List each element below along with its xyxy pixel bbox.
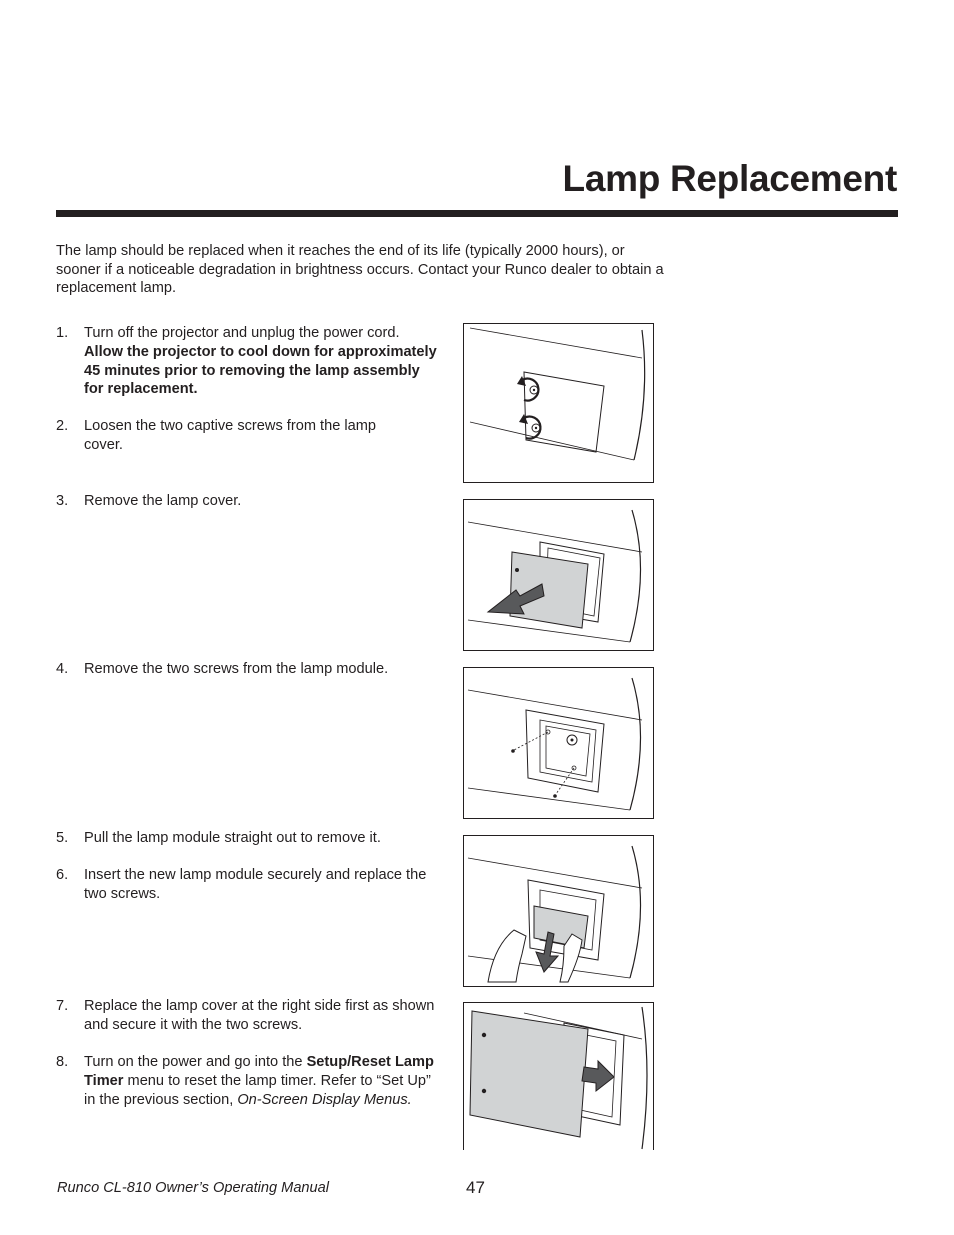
page-number: 47	[466, 1178, 485, 1197]
step-text: Remove the two screws from the lamp module.	[84, 661, 389, 677]
step-1	[56, 324, 441, 399]
footer-manual-title: Runco CL-810 Owner’s Operating Manual	[57, 1180, 330, 1196]
step-number: 2.	[56, 418, 69, 434]
intro-paragraph: The lamp should be replaced when it reaches the end of its life (typically 2000 hours), or sooner if a noticeable degradation in brightness occurs. Contact your Runco dealer to obtain a replacement lamp.	[56, 243, 664, 297]
step-number: 3.	[56, 493, 69, 509]
title-rule	[56, 210, 898, 217]
section-reference: On-Screen Display Menus.	[237, 1091, 412, 1108]
replace-cover-illustration	[464, 1003, 653, 1150]
figure-remove-screws	[463, 667, 654, 819]
step-3	[56, 492, 441, 511]
screw-icon	[553, 794, 557, 798]
figure-replace-cover	[463, 1002, 654, 1150]
page-title: Lamp Replacement	[562, 158, 897, 199]
step-text: Insert the new lamp module securely and replace the two screws.	[84, 867, 427, 902]
pull-module-illustration	[464, 836, 653, 986]
figure-loosen-screws	[463, 323, 654, 483]
step-text: Turn on the power and go into the Setup/Reset Lamp Timer menu to reset the lamp timer. Refer to “Set Up” in the previous section, On-Screen Display Menus.	[84, 1054, 434, 1108]
step-text: Replace the lamp cover at the right side first as shown and secure it with the two screws.	[84, 998, 435, 1033]
step-number: 6.	[56, 867, 69, 883]
step-number: 5.	[56, 830, 69, 846]
step-number: 1.	[56, 325, 69, 341]
projector-side-illustration	[464, 324, 653, 482]
step-text: Loosen the two captive screws from the lamp cover.	[84, 418, 377, 453]
step-5	[56, 829, 441, 848]
step-number: 7.	[56, 998, 69, 1014]
step-text: Pull the lamp module straight out to remove it.	[84, 830, 381, 846]
step-number: 8.	[56, 1054, 69, 1070]
step-warning: Allow the projector to cool down for approximately 45 minutes prior to removing the lamp assembly for replacement.	[84, 343, 437, 398]
screw-icon	[517, 376, 538, 401]
figure-pull-module	[463, 835, 654, 987]
screw-icon	[519, 414, 540, 439]
menu-name: Setup/Reset Lamp Timer	[84, 1054, 434, 1089]
step-8	[56, 1053, 441, 1109]
step-number: 4.	[56, 661, 69, 677]
screw-icon	[511, 749, 515, 753]
lamp-module-screws-illustration	[464, 668, 653, 818]
remove-cover-illustration	[464, 500, 653, 650]
step-7	[56, 997, 441, 1035]
step-text: Turn off the projector and unplug the power cord. Allow the projector to cool down for approximately 45 minutes prior to removing the lamp assembly for replacement.	[84, 325, 437, 398]
step-4	[56, 660, 441, 679]
figure-remove-cover	[463, 499, 654, 651]
arrow-right-icon	[582, 1061, 614, 1091]
step-2	[56, 417, 416, 455]
step-6	[56, 866, 441, 904]
step-text: Remove the lamp cover.	[84, 493, 242, 509]
